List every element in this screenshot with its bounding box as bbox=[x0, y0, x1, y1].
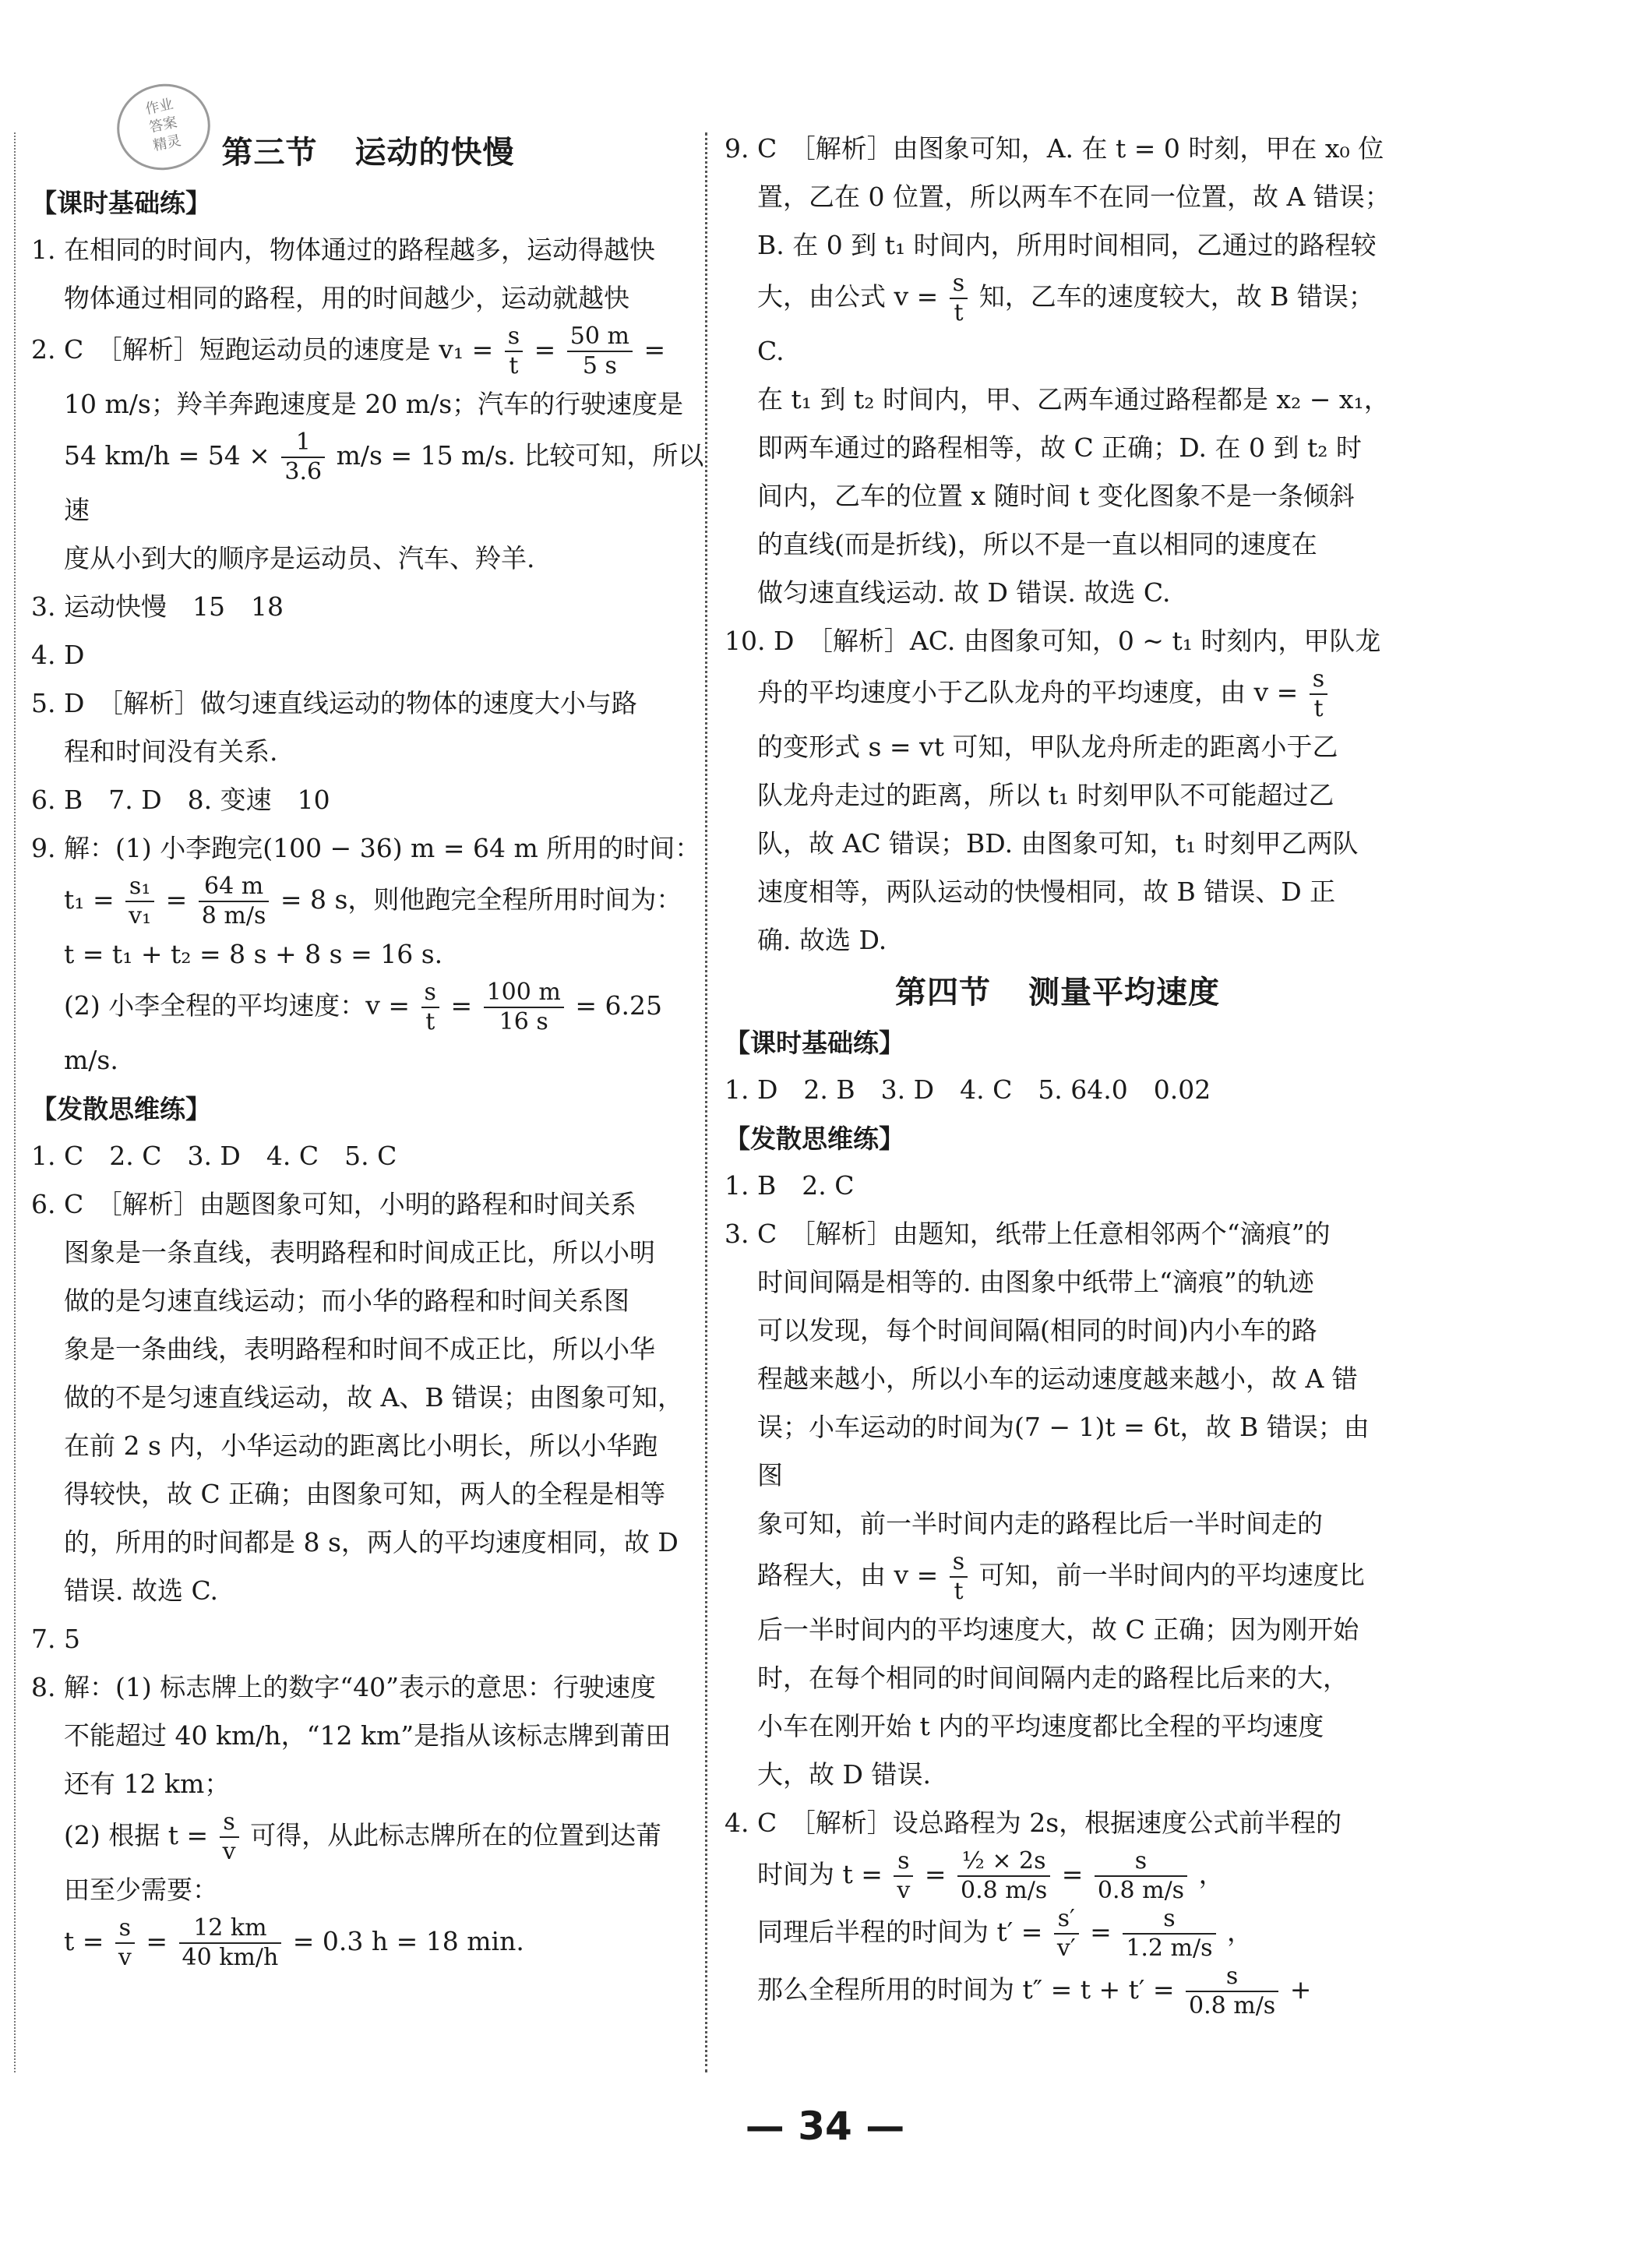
answer-right-10: 10. D ［解析］AC. 由图象可知，0 ~ t₁ 时刻内，甲队龙 舟的平均速度小于乙队龙舟的平均速度，由 v = $\frac{s}{t}$ 的变形式 s = vt 可知，甲队龙舟所走的距离小于乙 队龙舟走过的距离，所以 t₁ 时刻甲队不可能超过乙 队，故 AC 错误；BD. 由图象可知，t₁ 时刻甲乙两队 速度相等，两队运动的快慢相同，故 B 错误、D 正 确. 故选 D. bbox=[725, 626, 1381, 955]
answer-t4: 4. C ［解析］设总路程为 2s，根据速度公式前半程的 时间为 t = $\frac{s}{v}$ = $\frac{\text{½ × 2s}}{0.8 m/s}$ = $\frac{s}{0.8 m/s}$ ， 同理后半程的时间为 t′ = $\frac{s'}{v'}$ = $\frac{s}{1.2 m/s}$ ， 那么全程所用的时间为 t″ = t + t′ = $\frac{s}{0.8 m/s}$ + bbox=[725, 1808, 1342, 2019]
left-column bbox=[31, 125, 705, 1972]
section-title-4: 第四节 测量平均速度 bbox=[895, 975, 1220, 1011]
answer-5: 5. D ［解析］做匀速直线运动的物体的速度大小与路 程和时间没有关系. bbox=[31, 688, 637, 767]
answer-r1-5: 1. C 2. C 3. D 4. C 5. C bbox=[31, 1141, 397, 1171]
answer-2: 2. C ［解析］短跑运动员的速度是 v₁ = $\frac{s}{t}$ = $\frac{50 m}{5 s}$ = 10 m/s；羚羊奔跑速度是 20 m/s；汽车的行驶速度是 54 km/h = 54 × $\frac{1}{3.6}$ m/s = 15 m/s. 比较可知，所以速 度从小到大的顺序是运动员、汽车、羚羊. bbox=[31, 323, 704, 573]
stamp-logo: 作业 答案 精灵 bbox=[109, 76, 218, 179]
answer-1: 1. 在相同的时间内，物体通过的路程越多，运动得越快 物体通过相同的路程，用的时间越少，运动就越快 bbox=[31, 235, 655, 313]
column-divider bbox=[705, 132, 707, 2072]
answer-r6: 6. C ［解析］由题图象可知，小明的路程和时间关系 图象是一条直线，表明路程和时间成正比，所以小明 做的是匀速直线运动；而小华的路程和时间关系图 象是一条曲线，表明路程和时间不成正比，所以小华 做的不是匀速直线运动，故 A、B 错误；由图象可知， 在前 2 s 内，小华运动的距离比小明长，所以小华跑 得较快，故 C 正确；由图象可知，两人的全程是相等 的，所用的时间都是 8 s，两人的平均速度相同，故 D 错误. 故选 C. bbox=[31, 1189, 684, 1606]
page-number: — 34 — bbox=[745, 2104, 905, 2149]
answer-s1-5: 1. D 2. B 3. D 4. C 5. 64.0 0.02 bbox=[725, 1074, 1211, 1105]
answer-r7: 7. 5 bbox=[31, 1624, 80, 1654]
answer-4: 4. D bbox=[31, 640, 85, 670]
answer-9: 9. 解：(1) 小李跑完(100 − 36) m = 64 m 所用的时间： t₁ = $\frac{\text{s₁}}{\text{v₁}}$ = $\frac{64 m}{8 m/s}$ = 8 s，则他跑完全程所用时间为： t = t₁ + t₂ = 8 s + 8 s = 16 s. (2) 小李全程的平均速度：v = $\frac{s}{t}$ = $\frac{100 m}{16 s}$ = 6.25 m/s. bbox=[31, 833, 701, 1075]
answer-6-8: 6. B 7. D 8. 变速 10 bbox=[31, 785, 330, 815]
answer-right-9: 9. C ［解析］由图象可知，A. 在 t = 0 时刻，甲在 x₀ 位 置，乙在 0 位置，所以两车不在同一位置，故 A 错误； B. 在 0 到 t₁ 时间内，所用时间相同，乙通过的路程较 大，由公式 v = $\frac{s}{t}$ 知，乙车的速度较大，故 B 错误；C. 在 t₁ 到 t₂ 时间内，甲、乙两车通过路程都是 x₂ − x₁， 即两车通过的路程相等，故 C 正确；D. 在 0 到 t₂ 时 间内，乙车的位置 x 随时间 t 变化图象不是一条倾斜 的直线(而是折线)，所以不是一直以相同的速度在 做匀速直线运动. 故 D 错误. 故选 C. bbox=[725, 133, 1391, 608]
answer-r8: 8. 解：(1) 标志牌上的数字“40”表示的意思：行驶速度 不能超过 40 km/h，“12 km”是指从该标志牌到莆田 还有 12 km； (2) 根据 t = $\frac{s}{v}$ 可得，从此标志牌所在的位置到达莆 田至少需要： t = $\frac{s}{v}$ = $\frac{12 km}{40 km/h}$ = 0.3 h = 18 min. bbox=[31, 1672, 672, 1971]
tag-basic-practice-2: 【课时基础练】 bbox=[725, 1028, 904, 1058]
answer-t1-2: 1. B 2. C bbox=[725, 1170, 855, 1201]
answer-3: 3. 运动快慢 15 18 bbox=[31, 591, 284, 622]
section-title-3: 第三节 运动的快慢 bbox=[221, 135, 515, 171]
tag-basic-practice: 【课时基础练】 bbox=[31, 188, 211, 218]
right-column bbox=[725, 125, 1391, 2020]
tag-divergent-practice: 【发散思维练】 bbox=[31, 1094, 211, 1124]
tag-divergent-practice-2: 【发散思维练】 bbox=[725, 1123, 904, 1154]
answer-t3: 3. C ［解析］由题知，纸带上任意相邻两个“滴痕”的 时间间隔是相等的. 由图象中纸带上“滴痕”的轨迹 可以发现，每个时间间隔(相同的时间)内小车的路 程越来越小，所以小车的运动速度越来越小，故 A 错 误；小车运动的时间为(7 − 1)t = 6t，故 B 错误；由图 象可知，前一半时间内走的路程比后一半时间走的 路程大，由 v = $\frac{s}{t}$ 可知，前一半时间内的平均速度比 后一半时间内的平均速度大，故 C 正确；因为刚开始 时，在每个相同的时间间隔内走的路程比后来的大， 小车在刚开始 t 内的平均速度都比全程的平均速度 大，故 D 错误. bbox=[725, 1219, 1370, 1790]
left-margin-rule bbox=[14, 132, 16, 2072]
